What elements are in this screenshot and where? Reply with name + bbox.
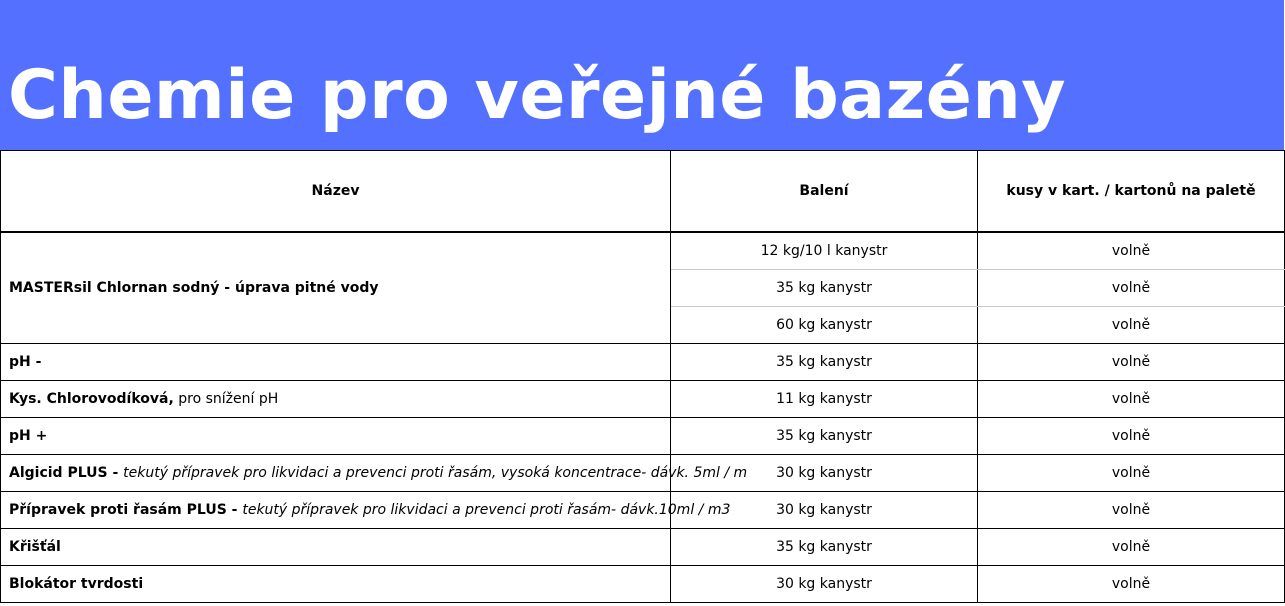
product-name-cell [1, 492, 731, 529]
table-header-row [1, 151, 1285, 233]
product-name-cell [1, 455, 748, 492]
product-name: pH - [9, 354, 42, 370]
table-body [1, 232, 1285, 603]
table-row [1, 418, 1285, 455]
product-name-cell [1, 529, 671, 566]
product-name-cell [1, 344, 671, 381]
product-name-cell [1, 381, 671, 418]
product-name-cell [1, 232, 671, 344]
product-name: Přípravek proti řasám PLUS - [9, 502, 243, 518]
quantity-cell: volně [978, 307, 1285, 344]
package-cell: 35 kg kanystr [671, 529, 978, 566]
quantity-cell: volně [978, 492, 1285, 529]
header-name: Název [1, 151, 671, 233]
package-cell: 35 kg kanystr [671, 418, 978, 455]
header-package: Balení [671, 151, 978, 233]
table-row [1, 381, 1285, 418]
package-cell: 30 kg kanystr [671, 455, 978, 492]
product-name: Algicid PLUS - [9, 465, 124, 481]
product-note: pro snížení pH [173, 391, 279, 407]
header-quantity: kusy v kart. / kartonů na paletě [978, 151, 1285, 233]
package-cell: 11 kg kanystr [671, 381, 978, 418]
quantity-cell: volně [978, 270, 1285, 307]
product-name-cell [1, 566, 671, 603]
product-name-cell [1, 418, 671, 455]
quantity-cell: volně [978, 418, 1285, 455]
title-banner [0, 0, 1284, 150]
quantity-cell: volně [978, 232, 1285, 270]
package-cell: 30 kg kanystr [671, 492, 978, 529]
product-description: tekutý přípravek pro likvidaci a prevenci proti řasám- dávk.10ml / m3 [242, 502, 731, 518]
product-name: MASTERsil Chlornan sodný - úprava pitné vody [9, 280, 379, 296]
table-row [1, 492, 1285, 529]
quantity-cell: volně [978, 381, 1285, 418]
product-table [0, 150, 1285, 603]
package-cell: 35 kg kanystr [671, 344, 978, 381]
product-name: Kys. Chlorovodíková, [9, 391, 174, 407]
table-row [1, 455, 1285, 492]
quantity-cell: volně [978, 566, 1285, 603]
page-title: Chemie pro veřejné bazény [8, 56, 1067, 135]
product-name: Blokátor tvrdosti [9, 576, 144, 592]
product-name: Křišťál [9, 539, 61, 555]
package-cell: 12 kg/10 l kanystr [671, 232, 978, 270]
table-row [1, 566, 1285, 603]
quantity-cell: volně [978, 455, 1285, 492]
package-cell: 30 kg kanystr [671, 566, 978, 603]
table-row [1, 344, 1285, 381]
package-cell: 35 kg kanystr [671, 270, 978, 307]
quantity-cell: volně [978, 529, 1285, 566]
product-description: tekutý přípravek pro likvidaci a prevenci proti řasám, vysoká koncentrace- dávk. 5ml / m [123, 465, 748, 481]
table-row [1, 529, 1285, 566]
package-cell: 60 kg kanystr [671, 307, 978, 344]
quantity-cell: volně [978, 344, 1285, 381]
product-name: pH + [9, 428, 48, 444]
table-row [1, 232, 1285, 270]
